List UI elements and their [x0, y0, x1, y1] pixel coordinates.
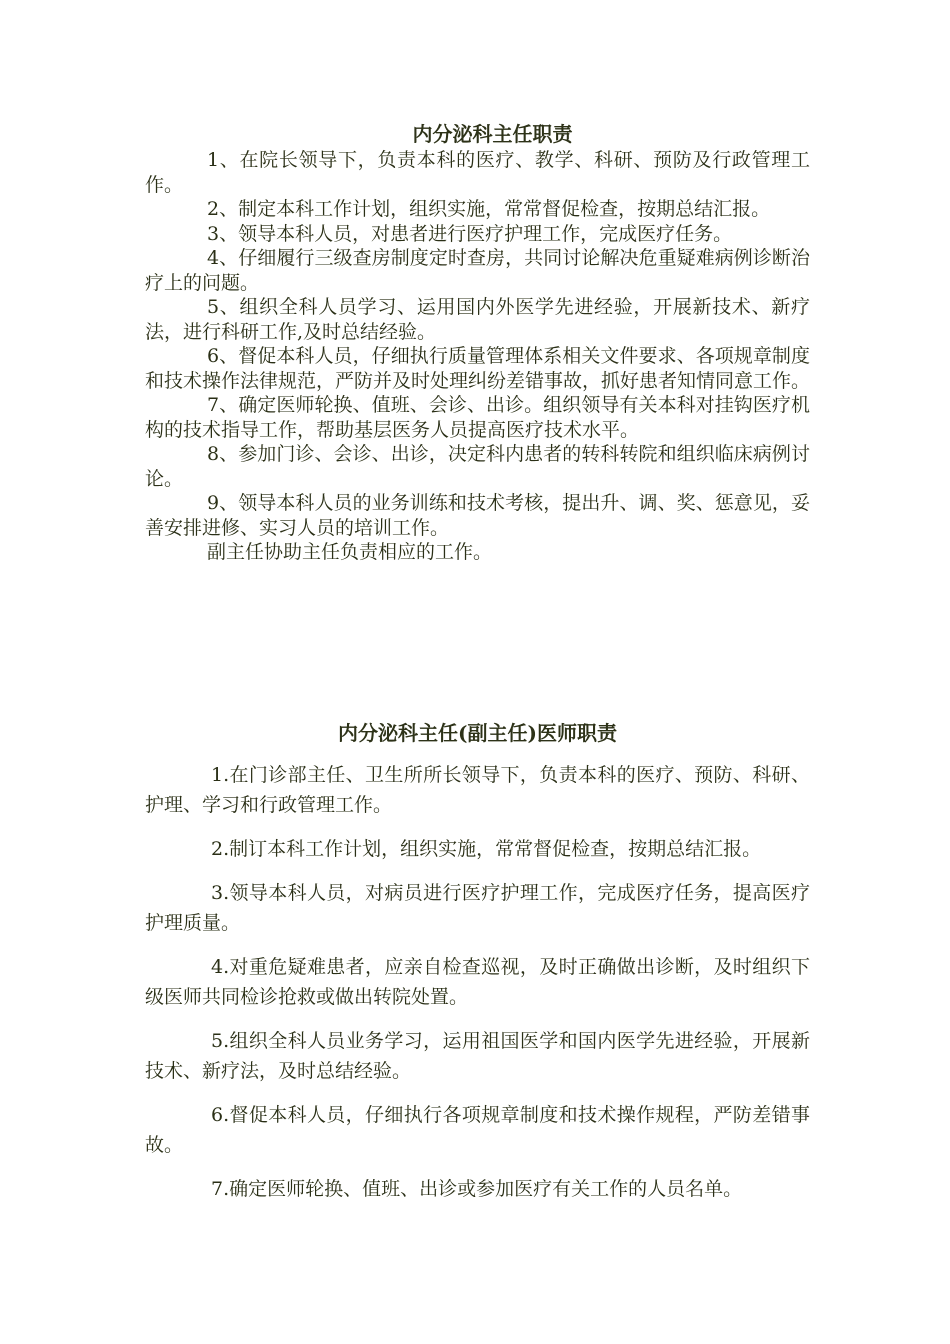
section-title: 内分泌科主任职责 — [412, 122, 573, 146]
duty-item-7: 7.确定医师轮换、值班、出诊或参加医疗有关工作的人员名单。 — [211, 1178, 743, 1200]
duty-item-6: 6、督促本科人员，仔细执行质量管理体系相关文件要求、各项规章制度和技术操作法律规范，严防并及时处理纠纷差错事故，抓好患者知情同意工作。 — [145, 345, 811, 392]
duty-item-4: 4、仔细履行三级查房制度定时查房，共同讨论解决危重疑难病例诊断治疗上的问题。 — [145, 247, 810, 294]
duty-item-7: 7、确定医师轮换、值班、会诊、出诊。组织领导有关本科对挂钩医疗机构的技术指导工作，帮助基层医务人员提高医疗技术水平。 — [145, 394, 810, 441]
duty-item-1: 1.在门诊部主任、卫生所所长领导下，负责本科的医疗、预防、科研、护理、学习和行政管理工作。 — [145, 764, 810, 816]
duty-item-5: 5、组织全科人员学习、运用国内外医学先进经验，开展新技术、新疗法，进行科研工作,及时总结经验。 — [145, 296, 810, 343]
duty-item-3: 3.领导本科人员，对病员进行医疗护理工作，完成医疗任务，提高医疗护理质量。 — [145, 882, 810, 934]
duty-item-6: 6.督促本科人员，仔细执行各项规章制度和技术操作规程，严防差错事故。 — [145, 1104, 810, 1156]
duty-item-2: 2.制订本科工作计划，组织实施，常常督促检查，按期总结汇报。 — [211, 838, 762, 860]
duty-item-deputy: 副主任协助主任负责相应的工作。 — [207, 541, 493, 563]
duty-item-3: 3、领导本科人员，对患者进行医疗护理工作，完成医疗任务。 — [207, 222, 733, 245]
duty-item-2: 2、制定本科工作计划，组织实施，常常督促检查，按期总结汇报。 — [207, 198, 771, 220]
section-director-duties — [145, 120, 810, 565]
duty-item-9: 9、领导本科人员的业务训练和技术考核，提出升、调、奖、惩意见，妥善安排进修、实习人员的培训工作。 — [145, 492, 810, 539]
section-physician-duties — [145, 718, 810, 1218]
duty-item-8: 8、参加门诊、会诊、出诊，决定科内患者的转科转院和组织临床病例讨论。 — [145, 443, 810, 490]
section-title: 内分泌科主任(副主任)医师职责 — [338, 721, 617, 745]
duty-item-4: 4.对重危疑难患者，应亲自检查巡视，及时正确做出诊断，及时组织下级医师共同检诊抢救或做出转院处置。 — [145, 956, 810, 1008]
duty-item-1: 1、在院长领导下，负责本科的医疗、教学、科研、预防及行政管理工作。 — [145, 149, 810, 196]
duty-item-5: 5.组织全科人员业务学习，运用祖国医学和国内医学先进经验，开展新技术、新疗法，及时总结经验。 — [145, 1030, 810, 1082]
